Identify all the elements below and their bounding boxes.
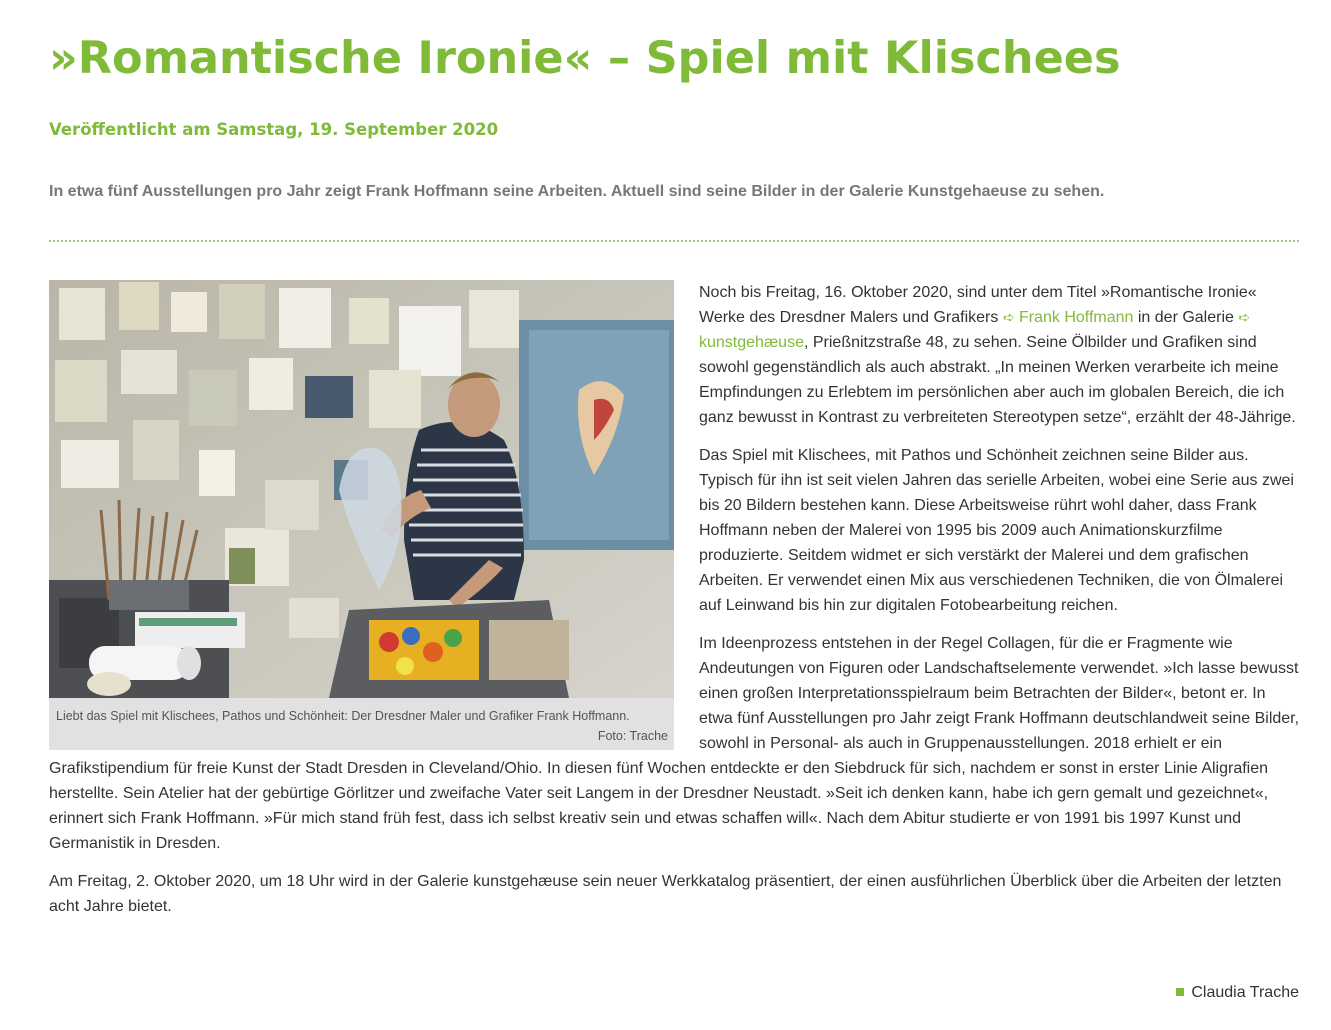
paragraph-3: Im Ideenprozess entstehen in der Regel Collagen, für die er Fragmente wie Andeutungen von Figuren oder Landschaftselemente verwendet. »Ich lasse bewusst einen großen Interpretationsspielraum beim Betrachten der Bilder«, betont er. In etwa fünf Ausstellungen pro Jahr zeigt Frank Hoffmann deutschlandweit seine Bilder, sowohl in Personal- als auch in Gruppenausstellungen. 2018 erhielt er ein Grafikstipendium für freie Kunst der Stadt Dresden in Cleveland/Ohio. In diesen fünf Wochen entdeckte er den Siebdruck für sich, nachdem er sonst in erster Linie Aligrafien herstellte. Sein Atelier hat der gebürtige Görlitzer und zweifache Vater seit Langem in der Dresdner Neustadt. »Seit ich denken kann, habe ich gern gemalt und gezeichnet«, erinnert sich Frank Hoffmann. »Für mich stand früh fest, dass ich selbst kreativ sein und etwas schaffen will«. Nach dem Abitur studierte er von 1991 bis 1997 Kunst und Germanistik in Dresden. <box>49 635 1300 852</box>
paragraph-1-text-a: Noch bis Freitag, 16. Oktober 2020, sind unter dem Titel »Romantische Ironie« Werke des Dresdner Malers und Grafikers <box>699 284 1257 326</box>
article-lead: In etwa fünf Ausstellungen pro Jahr zeigt Frank Hoffmann seine Arbeiten. Aktuell sind seine Bilder in der Galerie Kunstgehaeuse zu sehen. <box>49 183 1105 200</box>
square-icon <box>1176 988 1184 996</box>
paragraph-1-text-b: in der Galerie <box>1133 309 1239 326</box>
link-arrow-icon: ➪ <box>1002 309 1015 325</box>
article-body <box>49 280 1301 932</box>
gallery-link-label: kunstgehæuse <box>699 334 804 351</box>
author-line <box>1176 982 1299 1004</box>
artist-link[interactable] <box>1003 309 1134 326</box>
artist-link-label: Frank Hoffmann <box>1019 309 1134 326</box>
figure-spacer <box>49 280 699 752</box>
article-title: »Romantische Ironie« – Spiel mit Klischees <box>49 33 1121 84</box>
caption-text: Liebt das Spiel mit Klischees, Pathos und Schönheit: Der Dresdner Maler und Grafiker Frank Hoffmann. <box>56 709 630 723</box>
photo-credit: Foto: Trache <box>597 729 668 743</box>
link-arrow-icon: ➪ <box>1238 309 1251 325</box>
publish-date: Veröffentlicht am Samstag, 19. September 2020 <box>49 120 499 139</box>
dotted-divider <box>49 240 1299 242</box>
paragraph-2: Das Spiel mit Klischees, mit Pathos und Schönheit zeichnen seine Bilder aus. Typisch für ihn ist seit vielen Jahren das serielle Arbeiten, wobei eine Serie aus zwei bis 20 Bildern bestehen kann. Diese Arbeitsweise rührt wohl daher, dass Frank Hoffmann neben der Malerei von 1995 bis 2009 auch Animationskurzfilme produzierte. Seitdem widmet er sich verstärkt der Malerei und dem grafischen Arbeiten. Er verwendet einen Mix aus verschiedenen Techniken, die von Ölmalerei auf Leinwand bis hin zur digitalen Fotobearbeitung reichen. <box>699 447 1294 614</box>
paragraph-4: Am Freitag, 2. Oktober 2020, um 18 Uhr wird in der Galerie kunstgehæuse sein neuer Werkkatalog präsentiert, der einen ausführlichen Überblick über die Arbeiten der letzten acht Jahre bietet. <box>49 873 1282 915</box>
author-name: Claudia Trache <box>1191 984 1299 1001</box>
paragraph-1-text-c: , Prießnitzstraße 48, zu sehen. Seine Ölbilder und Grafiken sind sowohl gegenständlich als auch abstrakt. „In meinen Werken verarbeite ich meine Empfindungen zu Erlebtem im persönlichen aber auch im globalen Bereich, die ich ganz bewusst in Kontrast zu verbreiteten Stereotypen setze“, erzählt der 48-Jährige. <box>699 334 1296 426</box>
